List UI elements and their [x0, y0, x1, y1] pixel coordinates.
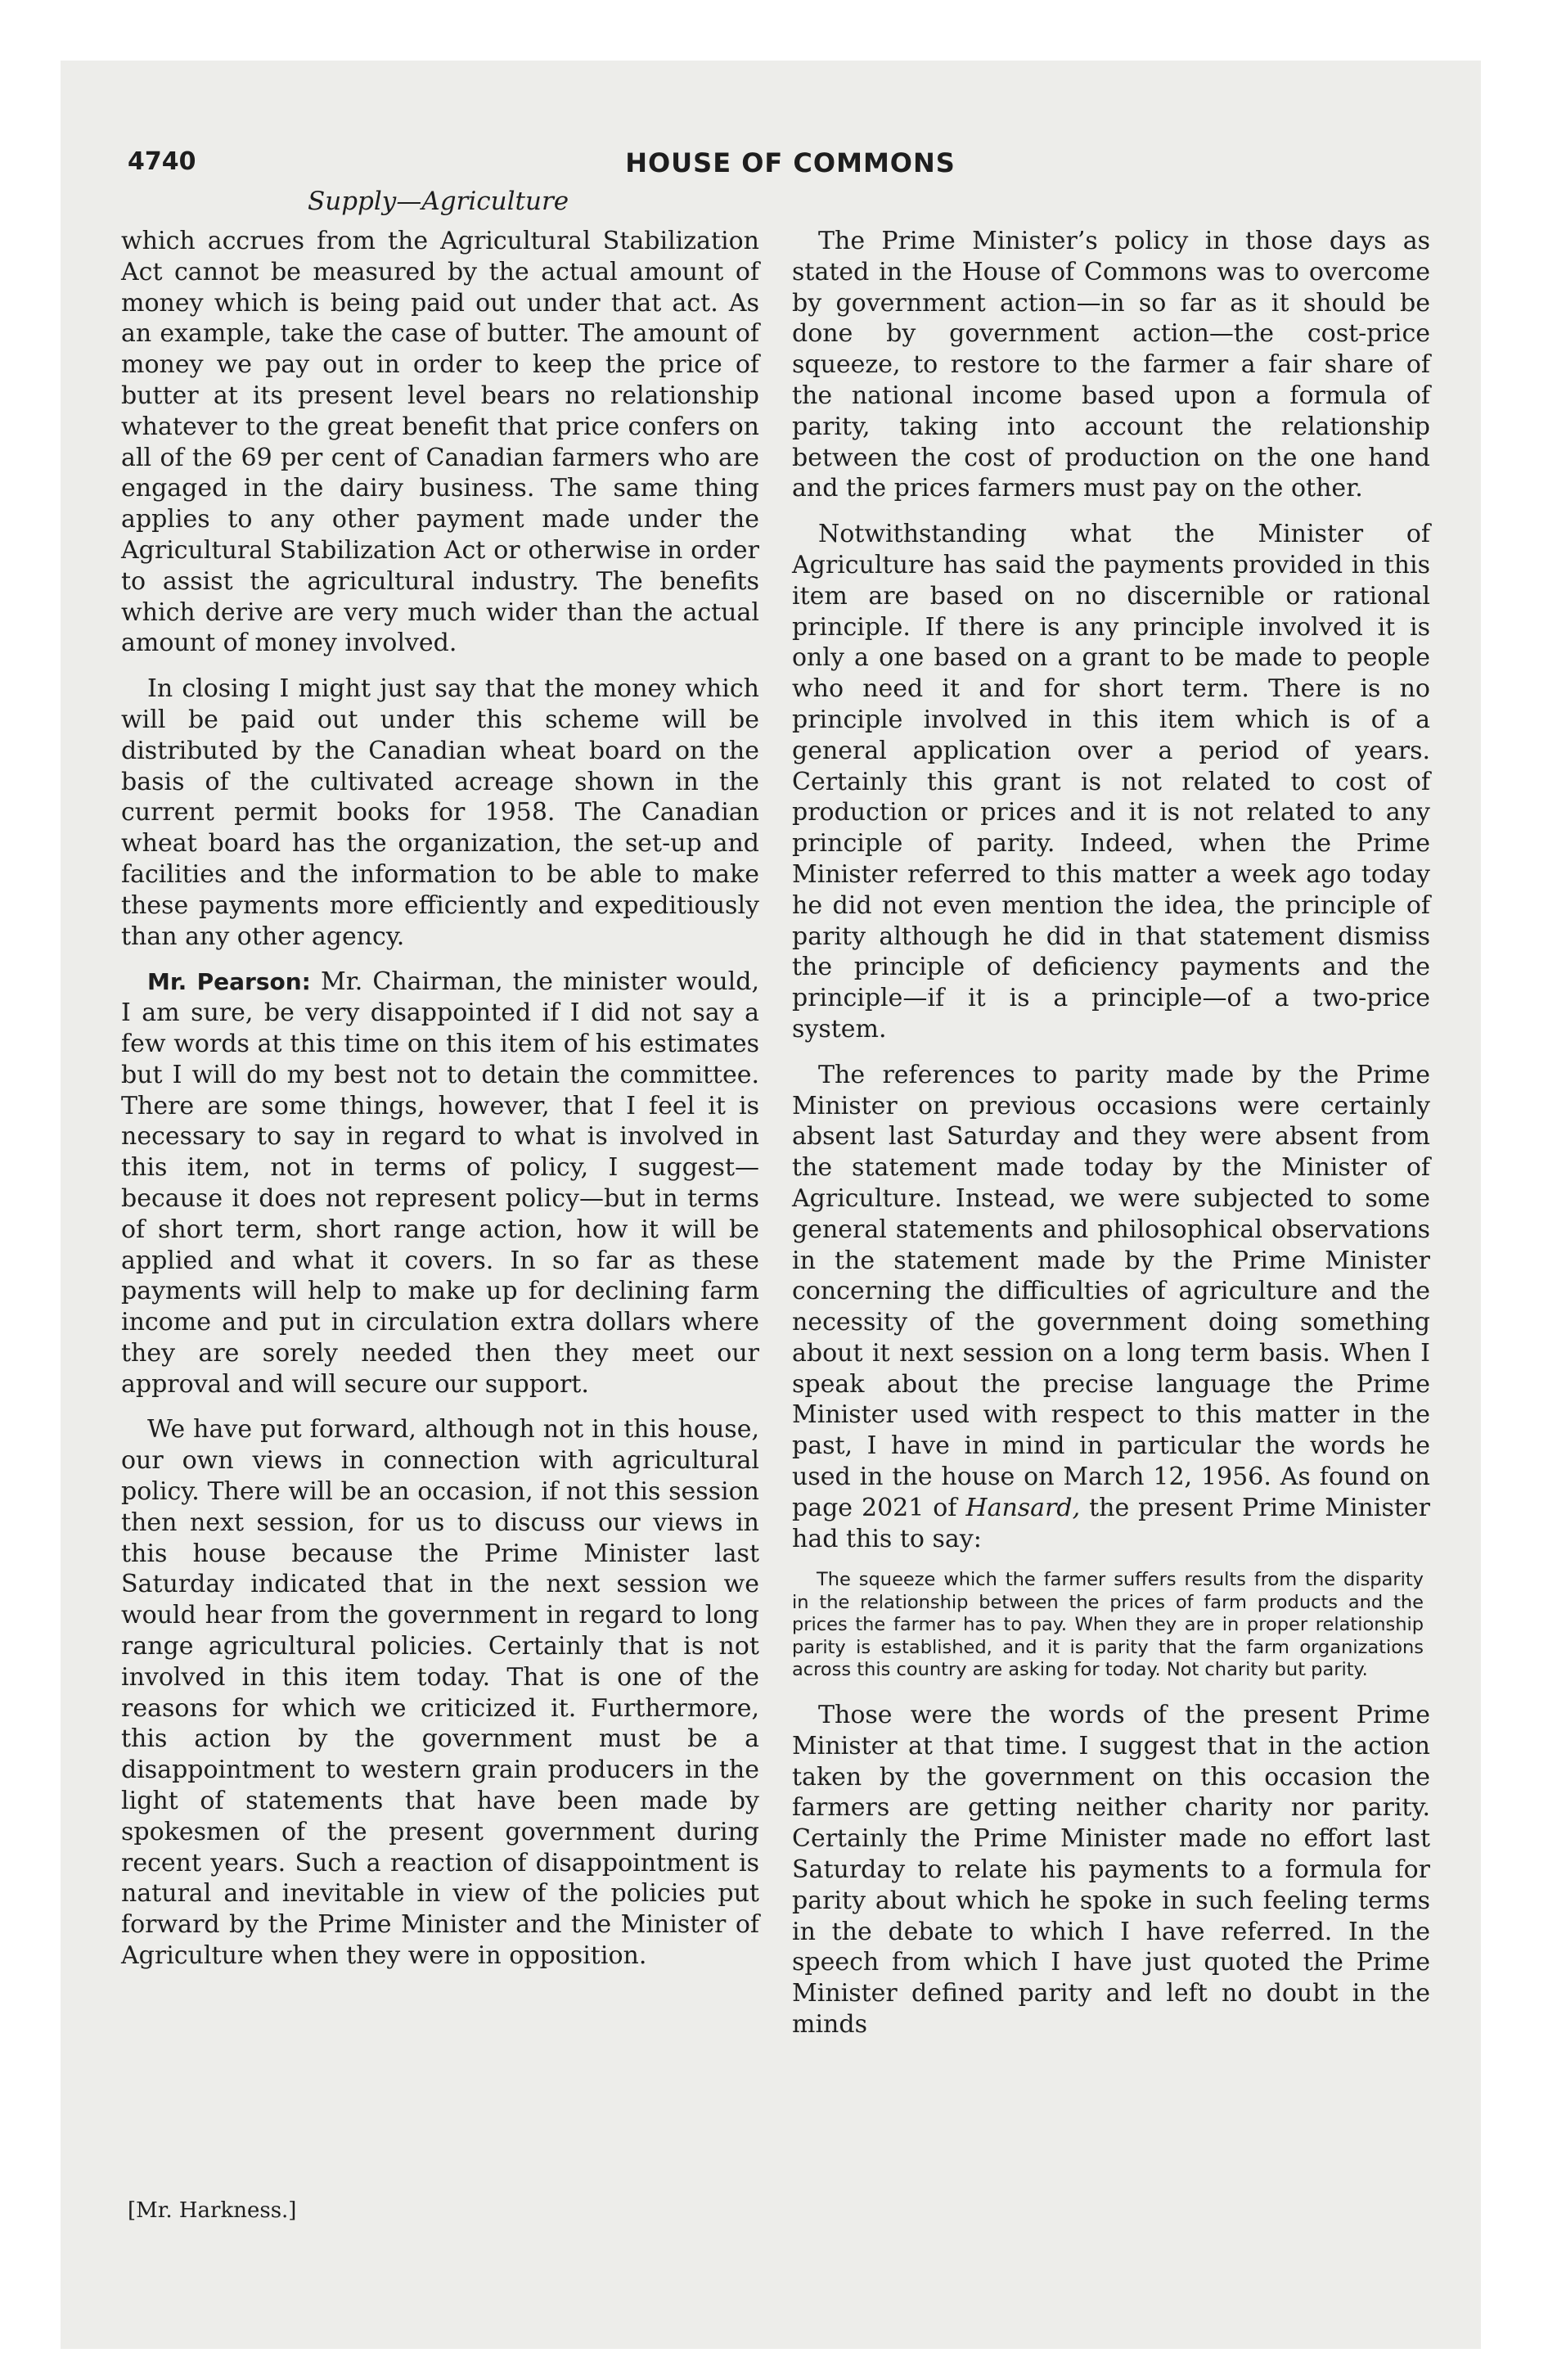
text-run: the present Prime Minister had this to say:: [792, 1493, 1431, 1553]
paragraph: In closing I might just say that the money which will be paid out under this scheme will be distributed by the Canadian wheat board on the basis of the cultivated acreage shown in the current permit books for 1958. The Canadian wheat board has the organization, the set-up and facilities and the information to be able to make these payments more efficiently and expeditiously than any other agency.: [121, 674, 759, 951]
paragraph: Those were the words of the present Prime Minister at that time. I suggest that in the action taken by the government on this occasion the farmers are getting neither charity nor parity. Certainly the Prime Minister made no effort last Saturday to relate his payments to a formula for parity about which he spoke in such feeling terms in the debate to which I have referred. In the speech from which I have just quoted the Prime Minister defined parity and left no doubt in the minds: [792, 1700, 1430, 2039]
left-column: [121, 226, 759, 1986]
paragraph: We have put forward, although not in this house, our own views in connection with agricultural policy. There will be an occasion, if not this session then next session, for us to discuss our views in this house because the Prime Minister last Saturday indicated that in the next session we would hear from the government in regard to long range agricultural policies. Certainly that is not involved in this item today. That is one of the reasons for which we criticized it. Furthermore, this action by the government must be a disappointment to western grain producers in the light of statements that have been made by spokesmen of the present government during recent years. Such a reaction of disappointment is natural and inevitable in view of the policies put forward by the Prime Minister and the Minister of Agriculture when they were in opposition.: [121, 1415, 759, 1971]
paragraph: [792, 1060, 1430, 1555]
paragraph: which accrues from the Agricultural Stabilization Act cannot be measured by the actual amount of money which is being paid out under that act. As an example, take the case of butter. The amount of money we pay out in order to keep the price of butter at its present level bears no relationship whatever to the great benefit that price confers on all of the 69 per cent of Canadian farmers who are engaged in the dairy business. The same thing applies to any other payment made under the Agricultural Stabilization Act or otherwise in order to assist the agricultural industry. The benefits which derive are very much wider than the actual amount of money involved.: [121, 227, 759, 658]
speech-text: Mr. Chairman, the minister would, I am sure, be very disappointed if I did not say a few words at this time on this item of his estimates but I will do my best not to detain the committee. There are some things, however, that I feel it is necessary to say in regard to what is involved in this item, not in terms of policy, I suggest—because it does not represent policy—but in terms of short term, short range action, how it will be applied and what it covers. In so far as these payments will help to make up for declining farm income and put in circulation extra dollars where they are sorely needed then they meet our approval and will secure our support.: [121, 967, 759, 1399]
speaker-name: Mr. Pearson:: [147, 968, 311, 996]
hansard-italic: Hansard,: [965, 1493, 1081, 1522]
text-run: The references to parity made by the Prime Minister on previous occasions were certainly absent last Saturday and they were absent from the statement made today by the Minister of Agriculture. Instead, we were subjected to some general statements and philosophical observations in the statement made by the Prime Minister concerning the difficulties of agriculture and the necessity of the government doing something about it next session on a long term basis. When I speak about the precise language the Prime Minister used with respect to this matter in the past, I have in mind in particular the words he used in the house on March 12, 1956. As found on page 2021 of: [792, 1060, 1430, 1522]
page-header: [128, 147, 1453, 180]
page-number: 4740: [128, 147, 196, 176]
right-column: [792, 226, 1430, 2055]
paragraph: Notwithstanding what the Minister of Agriculture has said the payments provided in this item are based on no discernible or rational principle. If there is any principle involved it is only a one based on a grant to be made to people who need it and for short term. There is no principle involved in this item which is of a general application over a period of years. Certainly this grant is not related to cost of production or prices and it is not related to any principle of parity. Indeed, when the Prime Minister referred to this matter a week ago today he did not even mention the idea, the principle of parity although he did in that statement dismiss the principle of deficiency payments and the principle—if it is a principle—of a two-price system.: [792, 520, 1430, 1044]
footer-attribution: [Mr. Harkness.]: [128, 2198, 297, 2223]
section-heading: Supply—Agriculture: [308, 187, 569, 216]
block-quote: The squeeze which the farmer suffers results from the disparity in the relationship between the prices of farm products and the prices the farmer has to pay. When they are in proper relationship parity is established, and it is parity that the farm organizations across this country are asking for today. Not charity but parity.: [792, 1569, 1424, 1681]
speech-paragraph: [121, 967, 759, 1400]
running-head: HOUSE OF COMMONS: [625, 147, 956, 178]
paragraph: The Prime Minister’s policy in those days as stated in the House of Commons was to overcome by government action—in so far as it should be done by government action—the cost-price squeeze, to restore to the farmer a fair share of the national income based upon a formula of parity, taking into account the relationship between the cost of production on the one hand and the prices farmers must pay on the other.: [792, 227, 1430, 503]
